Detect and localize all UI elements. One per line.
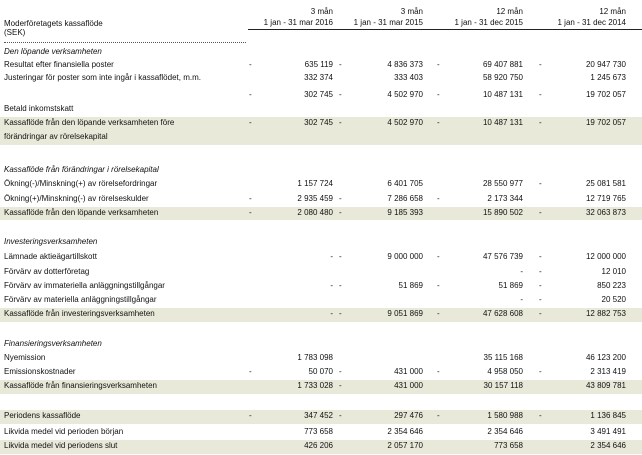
table-row [0, 164, 642, 176]
value-cell: 2 080 480 [297, 208, 333, 217]
value-cell: 9 185 393 [387, 208, 423, 217]
sign-dash: - [249, 118, 252, 127]
value-cell: 1 580 988 [487, 411, 523, 420]
table-row [0, 178, 642, 190]
sign-dash: - [539, 60, 542, 69]
column-2-period: 1 jan - 31 mar 2015 [353, 18, 423, 27]
value-cell: 4 836 373 [387, 60, 423, 69]
sign-dash: - [437, 90, 440, 99]
sign-dash: - [539, 411, 542, 420]
value-cell: 43 809 781 [585, 381, 626, 390]
value-cell: 431 000 [394, 381, 423, 390]
value-cell: 51 869 [498, 281, 523, 290]
row-label: Periodens kassaflöde [4, 411, 81, 420]
column-4-label: 12 mån [599, 7, 626, 16]
section-heading: Den löpande verksamheten [4, 47, 102, 56]
value-cell: 333 403 [394, 73, 423, 82]
value-cell: 2 354 646 [487, 427, 523, 436]
column-4-period: 1 jan - 31 dec 2014 [557, 18, 626, 27]
row-label-continued: förändringar av rörelsekapital [4, 132, 108, 141]
value-cell: 426 206 [304, 441, 333, 450]
sign-dash: - [249, 411, 252, 420]
value-cell: 12 010 [601, 267, 626, 276]
row-label: Kassaflöde från den löpande verksamheten före [4, 118, 175, 127]
section-heading: Kassaflöde från förändringar i rörelsekapital [4, 165, 159, 174]
sign-dash: - [339, 90, 342, 99]
value-cell: 4 502 970 [387, 90, 423, 99]
row-label: Justeringar för poster som inte ingår i kassaflödet, m.m. [4, 73, 201, 82]
sign-dash: - [339, 208, 342, 217]
sign-dash: - [437, 281, 440, 290]
value-cell: 850 223 [597, 281, 626, 290]
value-cell: 3 491 491 [590, 427, 626, 436]
value-cell: 58 920 750 [482, 73, 523, 82]
sign-dash: - [437, 367, 440, 376]
value-cell: 2 057 170 [387, 441, 423, 450]
sign-dash: - [437, 194, 440, 203]
value-cell: 47 576 739 [482, 252, 523, 261]
table-row [0, 236, 642, 248]
sign-dash: - [249, 367, 252, 376]
subtotal-row [0, 410, 642, 424]
sign-dash: - [539, 281, 542, 290]
header-rule [248, 29, 642, 30]
sign-dash: - [339, 60, 342, 69]
row-label: Ökning(+)/Minskning(-) av rörelseskulder [4, 194, 149, 203]
subtotal-row [0, 207, 642, 220]
table-row [0, 280, 642, 292]
sign-dash: - [437, 118, 440, 127]
row-label: Resultat efter finansiella poster [4, 60, 114, 69]
subtotal-row [0, 308, 642, 322]
row-label: Lämnade aktieägartillskott [4, 252, 97, 261]
value-cell: 1 136 845 [590, 411, 626, 420]
column-3-period: 1 jan - 31 dec 2015 [454, 18, 523, 27]
value-cell: 19 702 057 [585, 90, 626, 99]
value-cell: 2 354 646 [387, 427, 423, 436]
table-row [0, 89, 642, 101]
value-cell: 50 070 [308, 367, 333, 376]
value-cell: 25 081 581 [585, 179, 626, 188]
value-cell: 9 051 869 [387, 309, 423, 318]
sign-dash: - [539, 367, 542, 376]
value-cell: 2 935 459 [297, 194, 333, 203]
row-label: Likvida medel vid periodens slut [4, 441, 118, 450]
table-row [0, 103, 642, 115]
value-cell: 51 869 [398, 281, 423, 290]
sign-dash: - [339, 252, 342, 261]
row-label: Emissionskostnader [4, 367, 76, 376]
value-cell: 773 658 [304, 427, 333, 436]
row-label: Kassaflöde från finansieringsverksamheten [4, 381, 157, 390]
column-1-period: 1 jan - 31 mar 2016 [263, 18, 333, 27]
row-label: Förvärv av materiella anläggningstillgångar [4, 295, 157, 304]
value-cell: 302 745 [304, 118, 333, 127]
sign-dash: - [339, 309, 342, 318]
sign-dash: - [339, 281, 342, 290]
row-label: Ökning(-)/Minskning(+) av rörelsefordringar [4, 179, 158, 188]
value-cell: 10 487 131 [482, 118, 523, 127]
row-label: Likvida medel vid perioden början [4, 427, 124, 436]
value-cell: 347 452 [304, 411, 333, 420]
value-cell: 19 702 057 [585, 118, 626, 127]
value-cell: - [330, 309, 333, 318]
table-row [0, 266, 642, 278]
table-row [0, 338, 642, 350]
sign-dash: - [437, 309, 440, 318]
row-label: Förvärv av immateriella anläggningstillgångar [4, 281, 165, 290]
column-3-label: 12 mån [496, 7, 523, 16]
value-cell: 4 502 970 [387, 118, 423, 127]
value-cell: 35 115 168 [483, 353, 523, 362]
sign-dash: - [539, 309, 542, 318]
sign-dash: - [437, 252, 440, 261]
sign-dash: - [539, 179, 542, 188]
row-label: Kassaflöde från investeringsverksamheten [4, 309, 155, 318]
column-2-label: 3 mån [400, 7, 423, 16]
value-cell: 28 550 977 [482, 179, 523, 188]
table-row [0, 366, 642, 378]
sign-dash: - [437, 411, 440, 420]
column-1-label: 3 mån [310, 7, 333, 16]
row-label: Förvärv av dotterföretag [4, 267, 90, 276]
value-cell: - [330, 281, 333, 290]
value-cell: 773 658 [494, 441, 523, 450]
header-dotted-rule [4, 42, 246, 43]
sign-dash: - [539, 118, 542, 127]
sign-dash: - [539, 267, 542, 276]
value-cell: 12 000 000 [585, 252, 626, 261]
currency-label: (SEK) [4, 28, 26, 37]
value-cell: 1 733 028 [297, 381, 333, 390]
sign-dash: - [437, 60, 440, 69]
sign-dash: - [539, 90, 542, 99]
sign-dash: - [539, 295, 542, 304]
subtotal-row [0, 440, 642, 454]
value-cell: 47 628 608 [482, 309, 523, 318]
sign-dash: - [339, 367, 342, 376]
value-cell: 2 313 419 [590, 367, 626, 376]
subtotal-row [0, 380, 642, 394]
value-cell: 32 063 873 [585, 208, 626, 217]
table-row [0, 46, 642, 58]
value-cell: 431 000 [394, 367, 423, 376]
value-cell: 2 354 646 [590, 441, 626, 450]
table-row [0, 193, 642, 205]
sign-dash: - [339, 381, 342, 390]
sign-dash: - [249, 90, 252, 99]
sign-dash: - [539, 252, 542, 261]
value-cell: 635 119 [304, 60, 333, 69]
value-cell: 1 157 724 [297, 179, 333, 188]
value-cell: 297 476 [394, 411, 423, 420]
value-cell: 302 745 [304, 90, 333, 99]
sign-dash: - [339, 194, 342, 203]
row-label: Kassaflöde från den löpande verksamheten [4, 208, 159, 217]
value-cell: 30 157 118 [483, 381, 523, 390]
value-cell: 46 123 200 [585, 353, 626, 362]
value-cell: 9 000 000 [387, 252, 423, 261]
section-heading: Investeringsverksamheten [4, 237, 98, 246]
value-cell: 2 173 344 [487, 194, 523, 203]
table-row [0, 72, 642, 84]
value-cell: 4 958 050 [487, 367, 523, 376]
value-cell: 1 245 673 [590, 73, 626, 82]
value-cell: 15 890 502 [482, 208, 523, 217]
value-cell: 10 487 131 [482, 90, 523, 99]
sign-dash: - [249, 60, 252, 69]
row-label: Nyemission [4, 353, 46, 362]
value-cell: 332 374 [304, 73, 333, 82]
value-cell: 6 401 705 [387, 179, 423, 188]
value-cell: 20 947 730 [585, 60, 626, 69]
sign-dash: - [539, 208, 542, 217]
sign-dash: - [249, 194, 252, 203]
value-cell: 20 520 [601, 295, 626, 304]
value-cell: 1 783 098 [297, 353, 333, 362]
value-cell: 69 407 881 [482, 60, 523, 69]
sign-dash: - [339, 118, 342, 127]
table-row [0, 352, 642, 364]
value-cell: - [520, 295, 523, 304]
value-cell: - [330, 252, 333, 261]
sign-dash: - [339, 411, 342, 420]
value-cell: 7 286 658 [387, 194, 423, 203]
statement-title: Moderföretagets kassaflöde [4, 19, 103, 28]
sign-dash: - [249, 208, 252, 217]
row-label: Betald inkomstskatt [4, 104, 74, 113]
table-row [0, 426, 642, 438]
table-row [0, 59, 642, 71]
section-heading: Finansieringsverksamheten [4, 339, 102, 348]
table-row [0, 294, 642, 306]
value-cell: - [520, 267, 523, 276]
subtotal-row [0, 117, 642, 145]
value-cell: 12 719 765 [585, 194, 626, 203]
table-row [0, 251, 642, 263]
value-cell: 12 882 753 [585, 309, 626, 318]
